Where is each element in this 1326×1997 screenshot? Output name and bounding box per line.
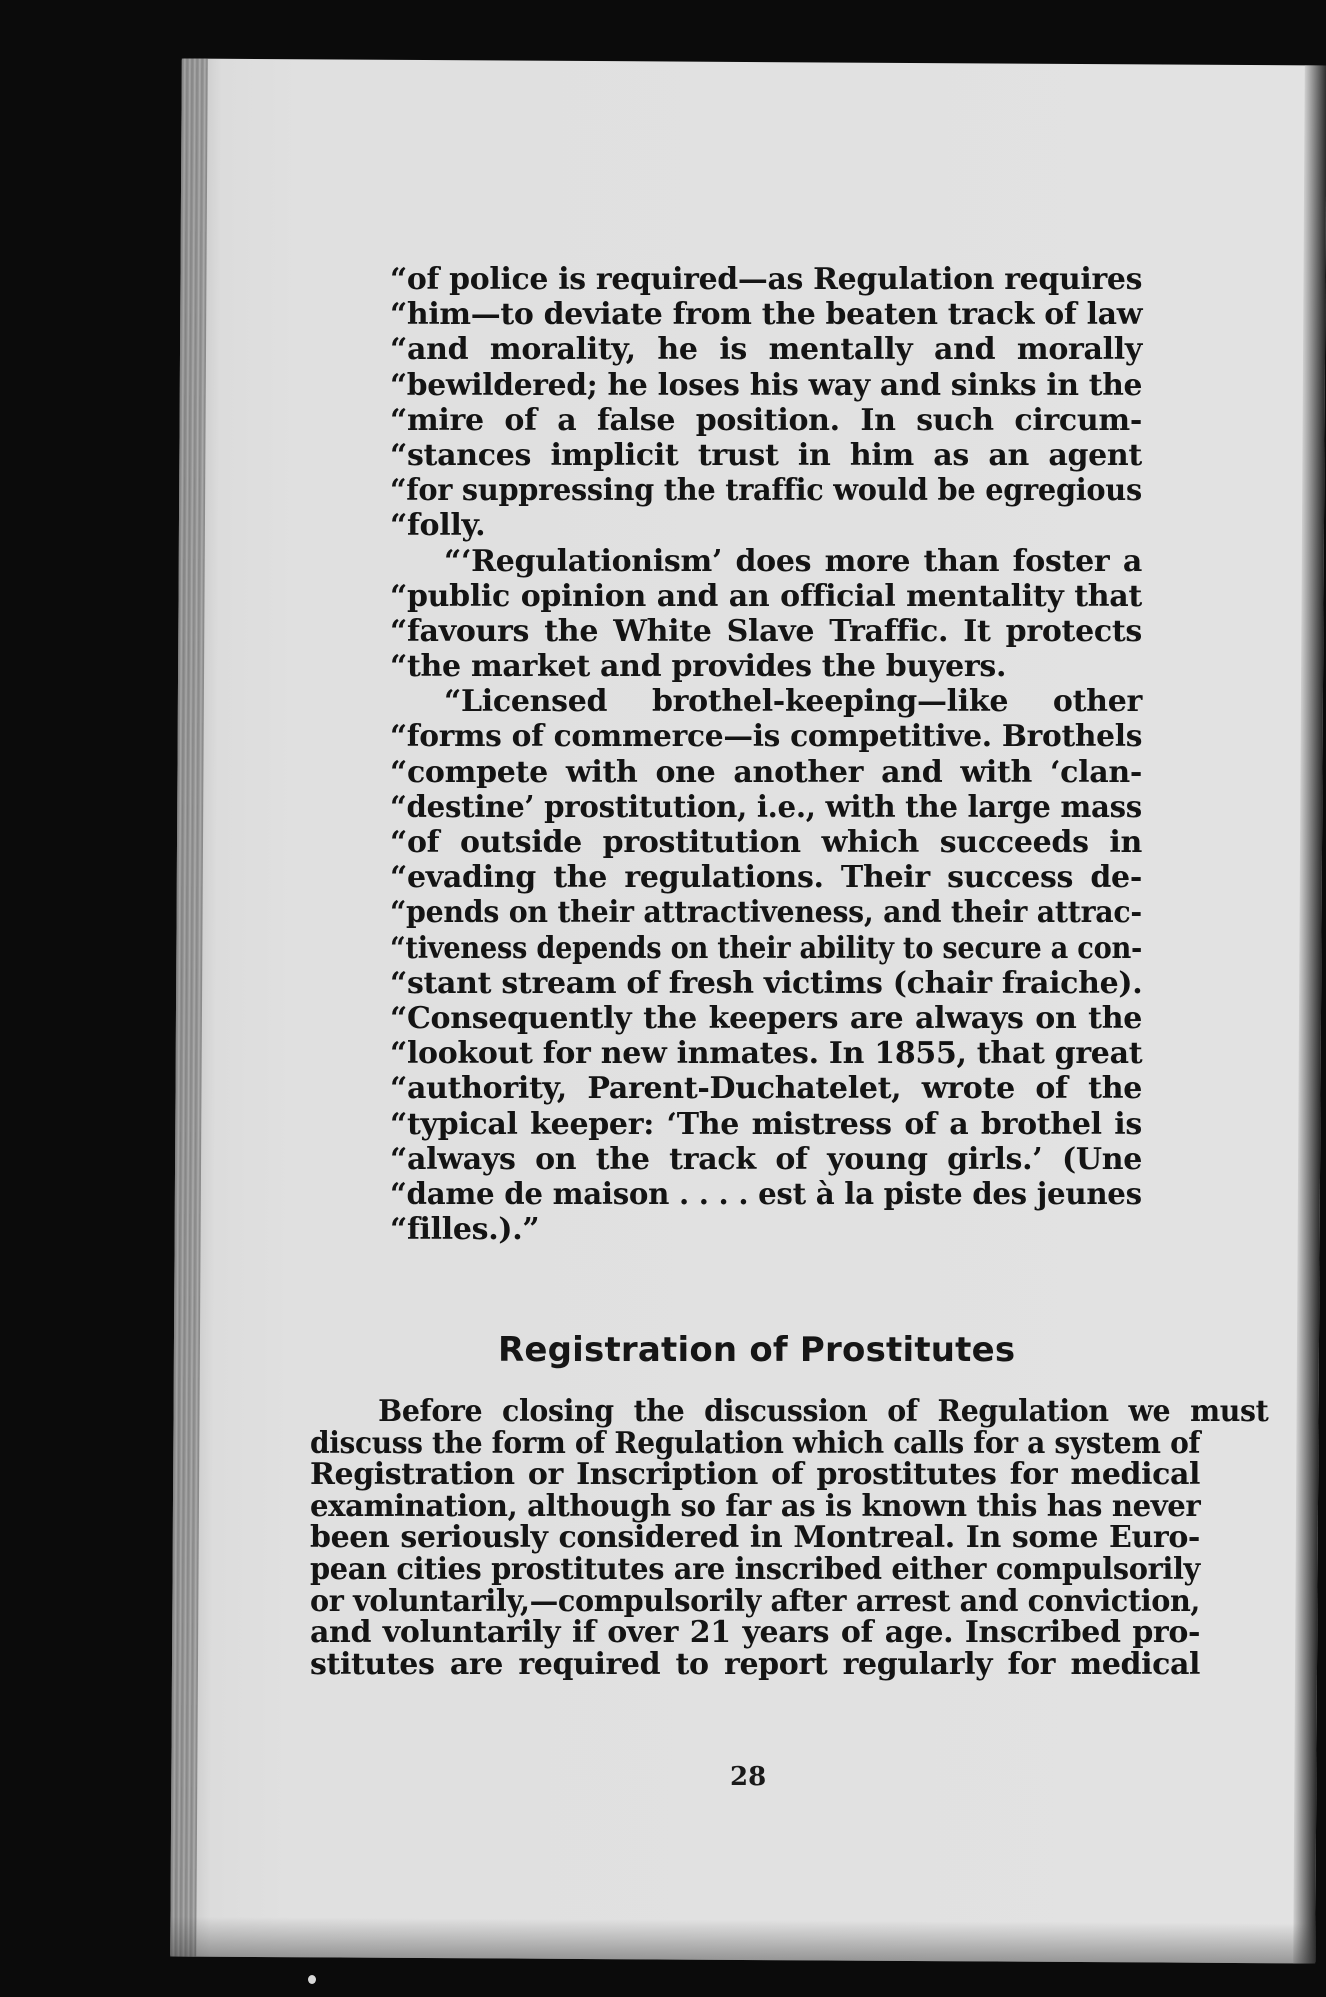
body-line: been seriously considered in Montreal. In some Euro- (310, 1520, 1200, 1556)
body-line: discuss the form of Regulation which calls for a system of (310, 1425, 1201, 1461)
quote-line: “folly. (390, 508, 486, 544)
quote-line: “dame de maison . . . . est à la piste des jeunes (390, 1176, 1142, 1212)
quote-line: “stant stream of fresh victims (chair fraiche). (390, 965, 1143, 1001)
quote-line: “mire of a false position. In such circum- (390, 402, 1142, 438)
quote-line: “favours the White Slave Traffic. It protects (390, 613, 1142, 649)
quote-line: “of police is required—as Regulation requires (390, 262, 1143, 297)
page-bottom-shadow (170, 1916, 1315, 1963)
quote-line: “public opinion and an official mentality that (390, 578, 1142, 614)
quoted-passage (390, 262, 1142, 1247)
page-right-shadow (1293, 65, 1326, 1963)
quote-line: “and morality, he is mentally and morally (390, 332, 1142, 368)
body-line: or voluntarily,—compulsorily after arrest and conviction, (310, 1583, 1201, 1619)
quote-line: “pends on their attractiveness, and their attrac- (390, 895, 1142, 931)
quote-line: “the market and provides the buyers. (390, 649, 1007, 685)
quote-line: “always on the track of young girls.’ (Une (390, 1141, 1142, 1177)
body-line: pean cities prostitutes are inscribed either compulsorily (310, 1551, 1200, 1587)
quote-line: “Licensed brothel-keeping—like other (444, 684, 1142, 720)
quote-line: “of outside prostitution which succeeds in (390, 825, 1142, 860)
quote-line: “destine’ prostitution, i.e., with the large mass (390, 789, 1142, 825)
quote-line: “filles.).” (390, 1212, 540, 1248)
body-line: Before closing the discussion of Regulation we must (378, 1394, 1269, 1429)
body-paragraph (310, 1394, 1269, 1682)
body-line: Registration or Inscription of prostitutes for medical (310, 1457, 1200, 1493)
quote-line: “authority, Parent-Duchatelet, wrote of the (390, 1071, 1142, 1107)
quote-line: “forms of commerce—is competitive. Brothels (390, 719, 1143, 755)
page-binding-edge (170, 59, 208, 1957)
quote-line: “bewildered; he loses his way and sinks in the (390, 367, 1143, 403)
quote-line: “Consequently the keepers are always on the (390, 1000, 1142, 1036)
quote-line: “tiveness depends on their ability to secure a con- (390, 930, 1143, 966)
body-line: stitutes are required to report regularly for medical (310, 1646, 1200, 1682)
quote-line: “‘Regulationism’ does more than foster a (444, 543, 1142, 579)
scan-speck (308, 1975, 316, 1984)
quote-line: “compete with one another and with ‘clan- (390, 754, 1142, 790)
quote-line: “stances implicit trust in him as an agent (390, 437, 1142, 473)
body-line: examination, although so far as is known this has never (310, 1488, 1201, 1524)
page-number: 28 (730, 1762, 767, 1792)
quote-line: “typical keeper: ‘The mistress of a brothel is (390, 1106, 1142, 1142)
quote-line: “lookout for new inmates. In 1855, that great (390, 1036, 1143, 1072)
quote-line: “him—to deviate from the beaten track of law (390, 297, 1143, 333)
quote-line: “evading the regulations. Their success de- (390, 860, 1142, 896)
quote-line: “for suppressing the traffic would be egregious (390, 473, 1142, 509)
section-heading: Registration of Prostitutes (498, 1330, 1016, 1370)
body-line: and voluntarily if over 21 years of age. Inscribed pro- (310, 1615, 1200, 1651)
